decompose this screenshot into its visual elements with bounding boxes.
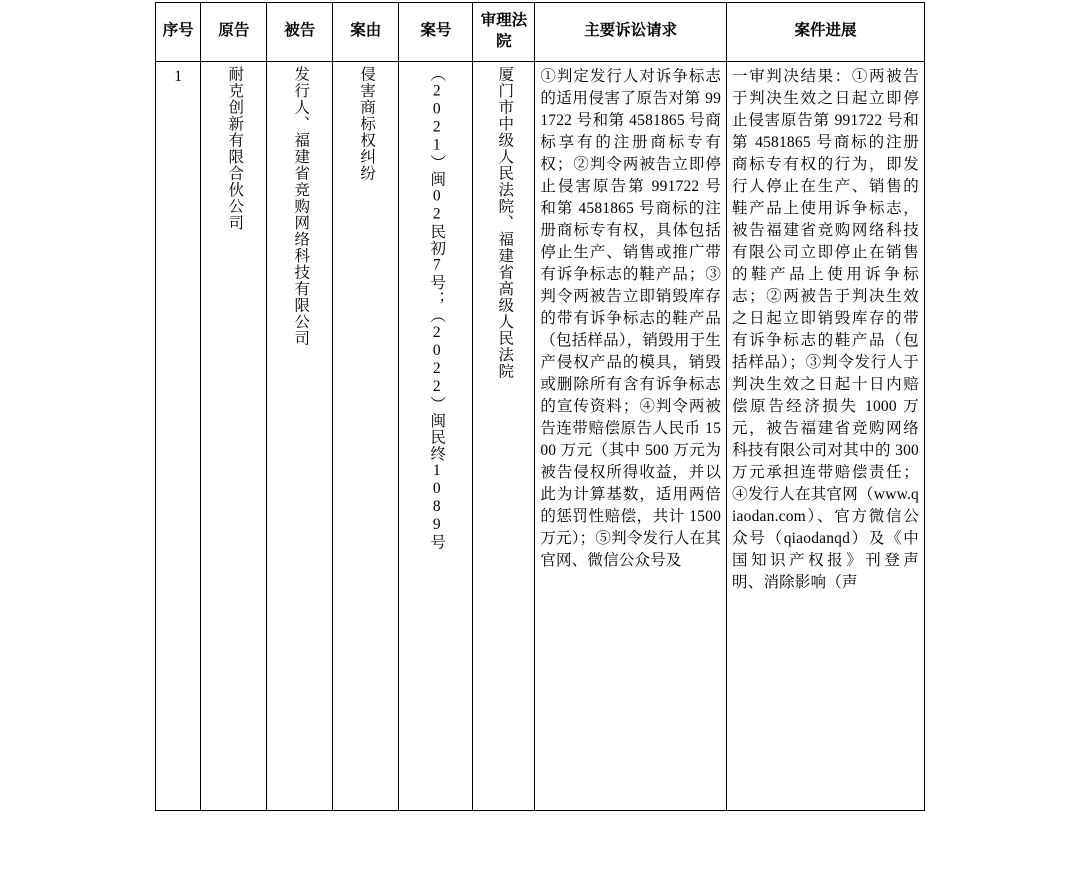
table-row	[156, 61, 925, 810]
table-header	[156, 3, 925, 62]
cell-cause-text: 侵害商标权纠纷	[358, 65, 376, 182]
cell-claims: ①判定发行人对诉争标志的适用侵害了原告对第 991722 号和第 4581865 号商标享有的注册商标专有权；②判令两被告立即停止侵害原告第 991722 号和第 4581865 号商标的注册商标专有权，具体包括停止生产、销售或推广带有诉争标志的鞋产品；③判令两被告立即销毁库存的带有诉争标志的鞋产品（包括样品），销毁用于生产侵权产品的模具，销毁或删除所有含有诉争标志的宣传资料；④判令两被告连带赔偿原告人民币 1500 万元（其中 500 万元为被告侵权所得收益，并以此为计算基数，适用两倍的惩罚性赔偿，共计 1500 万元）；⑤判令发行人在其官网、微信公众号及	[535, 61, 727, 810]
cell-case-number	[399, 61, 473, 810]
column-header-defendant: 被告	[267, 3, 333, 62]
court-vertical-wrap	[478, 66, 529, 806]
cell-seq: 1	[156, 61, 201, 810]
column-header-cause: 案由	[333, 3, 399, 62]
cell-court	[473, 61, 535, 810]
header-row	[156, 3, 925, 62]
column-header-seq: 序号	[156, 3, 201, 62]
case-number-vertical-wrap	[404, 66, 467, 806]
cell-defendant-text: 发行人、福建省竞购网络科技有限公司	[292, 65, 310, 347]
cell-cause	[333, 61, 399, 810]
defendant-vertical-wrap	[272, 66, 327, 806]
cell-defendant	[267, 61, 333, 810]
column-header-case-number: 案号	[399, 3, 473, 62]
plaintiff-vertical-wrap	[206, 66, 261, 806]
column-header-claims: 主要诉讼请求	[535, 3, 727, 62]
cell-plaintiff-text: 耐克创新有限合伙公司	[226, 65, 244, 231]
document-page	[0, 2, 1080, 815]
cell-case-number-text: （2021）闽02民初7号；（2022）闽民终1089号	[428, 65, 446, 551]
column-header-plaintiff: 原告	[201, 3, 267, 62]
column-header-progress: 案件进展	[727, 3, 925, 62]
table-body	[156, 61, 925, 810]
column-header-court: 审理法院	[473, 3, 535, 62]
cell-court-text: 厦门市中级人民法院、福建省高级人民法院	[496, 65, 514, 380]
cell-plaintiff	[201, 61, 267, 810]
litigation-table	[155, 2, 925, 811]
cell-progress: 一审判决结果：①两被告于判决生效之日起立即停止侵害原告第 991722 号和第 4581865 号商标的注册商标专有权的行为，即发行人停止在生产、销售的鞋产品上使用诉争标志，被告福建省竞购网络科技有限公司立即停止在销售的鞋产品上使用诉争标志；②两被告于判决生效之日起立即销毁库存的带有诉争标志的鞋产品（包括样品）；③判令发行人于判决生效之日起十日内赔偿原告经济损失 1000 万元，被告福建省竞购网络科技有限公司对其中的 300 万元承担连带赔偿责任；④发行人在其官网（www.qiaodan.com）、官方微信公众号（qiaodanqd）及《中国知识产权报》刊登声明、消除影响（声	[727, 61, 925, 810]
cause-vertical-wrap	[338, 66, 393, 806]
